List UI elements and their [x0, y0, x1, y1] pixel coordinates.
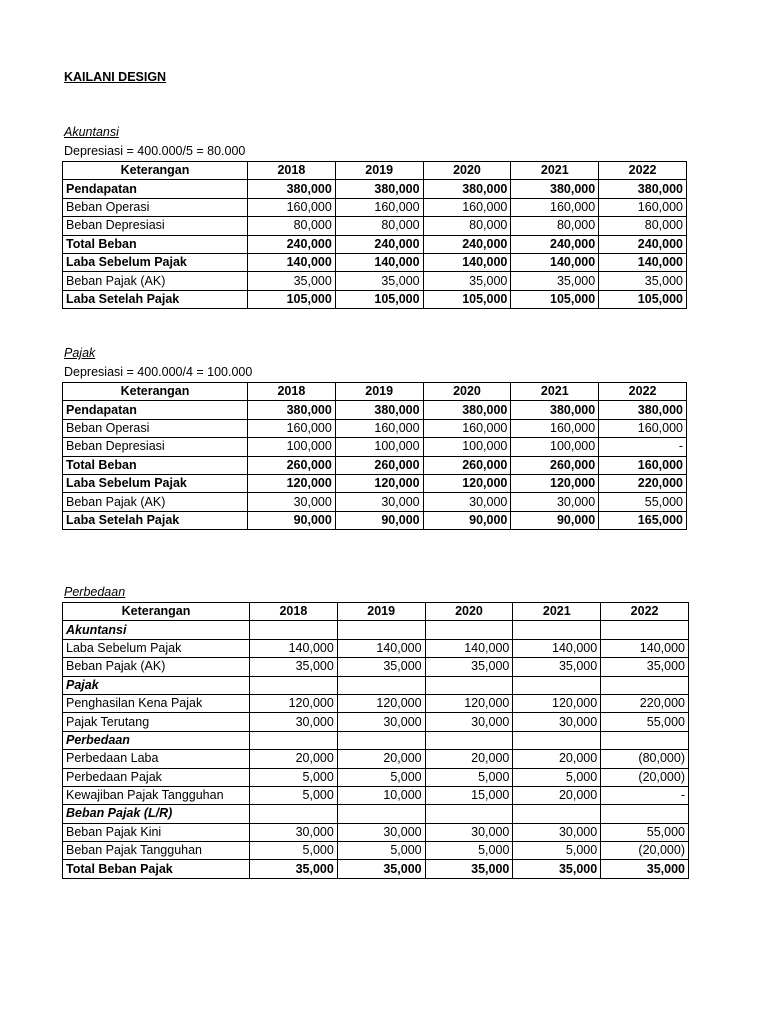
- cell-value: 30,000: [513, 713, 601, 731]
- cell-value: [425, 676, 513, 694]
- row-label: Laba Sebelum Pajak: [63, 474, 248, 492]
- row-label: Pajak: [63, 676, 250, 694]
- cell-value: 260,000: [248, 456, 336, 474]
- cell-value: 20,000: [513, 786, 601, 804]
- cell-value: 30,000: [248, 493, 336, 511]
- table-header-row: [63, 603, 689, 621]
- cell-value: 80,000: [335, 217, 423, 235]
- cell-value: 35,000: [335, 272, 423, 290]
- cell-value: [337, 621, 425, 639]
- table-group-row: [63, 731, 689, 749]
- cell-value: 120,000: [337, 694, 425, 712]
- cell-value: 55,000: [599, 493, 687, 511]
- table-row: [63, 493, 687, 511]
- table-row: [63, 860, 689, 878]
- row-label: Laba Setelah Pajak: [63, 290, 248, 308]
- cell-value: 120,000: [423, 474, 511, 492]
- cell-value: 35,000: [337, 658, 425, 676]
- cell-value: 240,000: [511, 235, 599, 253]
- cell-value: 35,000: [513, 860, 601, 878]
- cell-value: 35,000: [511, 272, 599, 290]
- row-label: Beban Operasi: [63, 419, 248, 437]
- cell-value: 165,000: [599, 511, 687, 529]
- table-row: [63, 217, 687, 235]
- row-label: Perbedaan Pajak: [63, 768, 250, 786]
- cell-value: 120,000: [513, 694, 601, 712]
- cell-value: 30,000: [337, 823, 425, 841]
- table-row: [63, 290, 687, 308]
- cell-value: [601, 676, 689, 694]
- column-header-year: 2020: [423, 383, 511, 401]
- cell-value: [337, 676, 425, 694]
- cell-value: 140,000: [335, 253, 423, 271]
- table-row: [63, 180, 687, 198]
- table-row: [63, 842, 689, 860]
- column-header-year: 2022: [599, 162, 687, 180]
- cell-value: 35,000: [248, 272, 336, 290]
- cell-value: 380,000: [423, 180, 511, 198]
- column-header-keterangan: Keterangan: [63, 603, 250, 621]
- table-row: [63, 786, 689, 804]
- cell-value: 140,000: [423, 253, 511, 271]
- row-label: Beban Pajak Tangguhan: [63, 842, 250, 860]
- cell-value: 5,000: [250, 786, 338, 804]
- column-header-keterangan: Keterangan: [63, 383, 248, 401]
- row-label: Laba Sebelum Pajak: [63, 253, 248, 271]
- row-label: Beban Pajak (AK): [63, 272, 248, 290]
- cell-value: 35,000: [250, 658, 338, 676]
- table-group-row: [63, 621, 689, 639]
- column-header-year: 2020: [423, 162, 511, 180]
- column-header-year: 2021: [511, 383, 599, 401]
- table-row: [63, 768, 689, 786]
- depreciation-note-akuntansi: Depresiasi = 400.000/5 = 80.000: [64, 144, 246, 158]
- cell-value: (20,000): [601, 842, 689, 860]
- cell-value: [250, 676, 338, 694]
- cell-value: -: [601, 786, 689, 804]
- cell-value: 90,000: [248, 511, 336, 529]
- table-row: [63, 272, 687, 290]
- cell-value: 30,000: [335, 493, 423, 511]
- cell-value: 100,000: [511, 438, 599, 456]
- cell-value: 380,000: [511, 401, 599, 419]
- depreciation-note-pajak: Depresiasi = 400.000/4 = 100.000: [64, 365, 253, 379]
- column-header-keterangan: Keterangan: [63, 162, 248, 180]
- cell-value: 35,000: [513, 658, 601, 676]
- cell-value: 35,000: [337, 860, 425, 878]
- section-heading-pajak: Pajak: [64, 346, 96, 360]
- cell-value: (80,000): [601, 750, 689, 768]
- cell-value: 20,000: [513, 750, 601, 768]
- cell-value: 160,000: [599, 419, 687, 437]
- cell-value: 160,000: [335, 198, 423, 216]
- cell-value: 100,000: [335, 438, 423, 456]
- row-label: Pendapatan: [63, 401, 248, 419]
- row-label: Perbedaan: [63, 731, 250, 749]
- cell-value: 20,000: [250, 750, 338, 768]
- table-row: [63, 750, 689, 768]
- table-row: [63, 235, 687, 253]
- row-label: Total Beban: [63, 456, 248, 474]
- cell-value: 35,000: [425, 658, 513, 676]
- cell-value: 5,000: [425, 768, 513, 786]
- cell-value: [425, 621, 513, 639]
- row-label: Total Beban Pajak: [63, 860, 250, 878]
- cell-value: 260,000: [423, 456, 511, 474]
- cell-value: 30,000: [511, 493, 599, 511]
- cell-value: -: [599, 438, 687, 456]
- table-row: [63, 419, 687, 437]
- cell-value: 35,000: [601, 860, 689, 878]
- row-label: Beban Pajak Kini: [63, 823, 250, 841]
- table-row: [63, 511, 687, 529]
- cell-value: 380,000: [599, 401, 687, 419]
- table-row: [63, 438, 687, 456]
- cell-value: [513, 805, 601, 823]
- cell-value: 140,000: [511, 253, 599, 271]
- cell-value: 80,000: [511, 217, 599, 235]
- cell-value: 380,000: [599, 180, 687, 198]
- cell-value: [425, 805, 513, 823]
- cell-value: 240,000: [335, 235, 423, 253]
- cell-value: 80,000: [423, 217, 511, 235]
- cell-value: 5,000: [337, 768, 425, 786]
- cell-value: 140,000: [599, 253, 687, 271]
- cell-value: 380,000: [248, 401, 336, 419]
- cell-value: 100,000: [248, 438, 336, 456]
- cell-value: 380,000: [335, 180, 423, 198]
- cell-value: 5,000: [250, 842, 338, 860]
- column-header-year: 2021: [513, 603, 601, 621]
- column-header-year: 2019: [335, 162, 423, 180]
- cell-value: 105,000: [335, 290, 423, 308]
- section-heading-akuntansi: Akuntansi: [64, 125, 119, 139]
- cell-value: 105,000: [511, 290, 599, 308]
- cell-value: 80,000: [599, 217, 687, 235]
- cell-value: 10,000: [337, 786, 425, 804]
- row-label: Pendapatan: [63, 180, 248, 198]
- cell-value: [601, 731, 689, 749]
- cell-value: 240,000: [248, 235, 336, 253]
- cell-value: [601, 805, 689, 823]
- cell-value: 160,000: [248, 198, 336, 216]
- table-row: [63, 198, 687, 216]
- table-row: [63, 658, 689, 676]
- cell-value: 120,000: [511, 474, 599, 492]
- table-row: [63, 401, 687, 419]
- row-label: Beban Pajak (AK): [63, 658, 250, 676]
- cell-value: 30,000: [250, 823, 338, 841]
- table-row: [63, 474, 687, 492]
- column-header-year: 2019: [335, 383, 423, 401]
- cell-value: [337, 805, 425, 823]
- cell-value: 5,000: [425, 842, 513, 860]
- table-row: [63, 253, 687, 271]
- cell-value: 120,000: [250, 694, 338, 712]
- row-label: Beban Depresiasi: [63, 438, 248, 456]
- table-row: [63, 639, 689, 657]
- table-group-row: [63, 805, 689, 823]
- row-label: Beban Depresiasi: [63, 217, 248, 235]
- cell-value: 30,000: [337, 713, 425, 731]
- cell-value: 380,000: [335, 401, 423, 419]
- table-group-row: [63, 676, 689, 694]
- cell-value: 105,000: [599, 290, 687, 308]
- row-label: Perbedaan Laba: [63, 750, 250, 768]
- cell-value: 35,000: [250, 860, 338, 878]
- row-label: Beban Operasi: [63, 198, 248, 216]
- row-label: Laba Setelah Pajak: [63, 511, 248, 529]
- cell-value: 55,000: [601, 713, 689, 731]
- column-header-year: 2018: [248, 383, 336, 401]
- table-header-row: [63, 162, 687, 180]
- cell-value: 35,000: [601, 658, 689, 676]
- cell-value: 220,000: [599, 474, 687, 492]
- cell-value: [425, 731, 513, 749]
- cell-value: 15,000: [425, 786, 513, 804]
- cell-value: 35,000: [599, 272, 687, 290]
- row-label: Pajak Terutang: [63, 713, 250, 731]
- cell-value: 140,000: [601, 639, 689, 657]
- column-header-year: 2020: [425, 603, 513, 621]
- cell-value: 90,000: [511, 511, 599, 529]
- cell-value: 140,000: [337, 639, 425, 657]
- cell-value: 20,000: [425, 750, 513, 768]
- cell-value: [250, 621, 338, 639]
- cell-value: 100,000: [423, 438, 511, 456]
- cell-value: [337, 731, 425, 749]
- cell-value: 30,000: [513, 823, 601, 841]
- cell-value: 5,000: [513, 842, 601, 860]
- row-label: Total Beban: [63, 235, 248, 253]
- pajak-table: [62, 382, 687, 530]
- cell-value: 80,000: [248, 217, 336, 235]
- cell-value: 55,000: [601, 823, 689, 841]
- cell-value: 220,000: [601, 694, 689, 712]
- row-label: Laba Sebelum Pajak: [63, 639, 250, 657]
- table-row: [63, 694, 689, 712]
- cell-value: 35,000: [425, 860, 513, 878]
- cell-value: 5,000: [337, 842, 425, 860]
- row-label: Beban Pajak (L/R): [63, 805, 250, 823]
- akuntansi-table: [62, 161, 687, 309]
- cell-value: [250, 731, 338, 749]
- row-label: Beban Pajak (AK): [63, 493, 248, 511]
- cell-value: 5,000: [250, 768, 338, 786]
- cell-value: 380,000: [248, 180, 336, 198]
- cell-value: [513, 621, 601, 639]
- cell-value: 160,000: [511, 198, 599, 216]
- section-heading-perbedaan: Perbedaan: [64, 585, 126, 599]
- cell-value: 380,000: [511, 180, 599, 198]
- table-row: [63, 823, 689, 841]
- cell-value: 30,000: [425, 713, 513, 731]
- cell-value: 120,000: [425, 694, 513, 712]
- cell-value: [513, 676, 601, 694]
- cell-value: 140,000: [248, 253, 336, 271]
- row-label: Penghasilan Kena Pajak: [63, 694, 250, 712]
- cell-value: 240,000: [599, 235, 687, 253]
- cell-value: 160,000: [599, 456, 687, 474]
- table-row: [63, 456, 687, 474]
- cell-value: (20,000): [601, 768, 689, 786]
- cell-value: 5,000: [513, 768, 601, 786]
- cell-value: 105,000: [248, 290, 336, 308]
- row-label: Akuntansi: [63, 621, 250, 639]
- cell-value: 120,000: [335, 474, 423, 492]
- cell-value: 30,000: [250, 713, 338, 731]
- cell-value: [513, 731, 601, 749]
- cell-value: 20,000: [337, 750, 425, 768]
- document-title: KAILANI DESIGN: [64, 70, 167, 84]
- cell-value: 30,000: [423, 493, 511, 511]
- cell-value: 90,000: [335, 511, 423, 529]
- cell-value: 380,000: [423, 401, 511, 419]
- cell-value: 240,000: [423, 235, 511, 253]
- cell-value: 35,000: [423, 272, 511, 290]
- row-label: Kewajiban Pajak Tangguhan: [63, 786, 250, 804]
- cell-value: 30,000: [425, 823, 513, 841]
- cell-value: 120,000: [248, 474, 336, 492]
- cell-value: 105,000: [423, 290, 511, 308]
- cell-value: [601, 621, 689, 639]
- cell-value: 90,000: [423, 511, 511, 529]
- table-header-row: [63, 383, 687, 401]
- cell-value: 160,000: [423, 419, 511, 437]
- column-header-year: 2018: [250, 603, 338, 621]
- column-header-year: 2018: [248, 162, 336, 180]
- column-header-year: 2019: [337, 603, 425, 621]
- cell-value: 160,000: [423, 198, 511, 216]
- column-header-year: 2021: [511, 162, 599, 180]
- cell-value: [250, 805, 338, 823]
- cell-value: 160,000: [248, 419, 336, 437]
- cell-value: 160,000: [511, 419, 599, 437]
- cell-value: 160,000: [335, 419, 423, 437]
- cell-value: 160,000: [599, 198, 687, 216]
- cell-value: 260,000: [511, 456, 599, 474]
- cell-value: 140,000: [425, 639, 513, 657]
- cell-value: 260,000: [335, 456, 423, 474]
- cell-value: 140,000: [250, 639, 338, 657]
- column-header-year: 2022: [599, 383, 687, 401]
- cell-value: 140,000: [513, 639, 601, 657]
- perbedaan-table: [62, 602, 689, 879]
- table-row: [63, 713, 689, 731]
- column-header-year: 2022: [601, 603, 689, 621]
